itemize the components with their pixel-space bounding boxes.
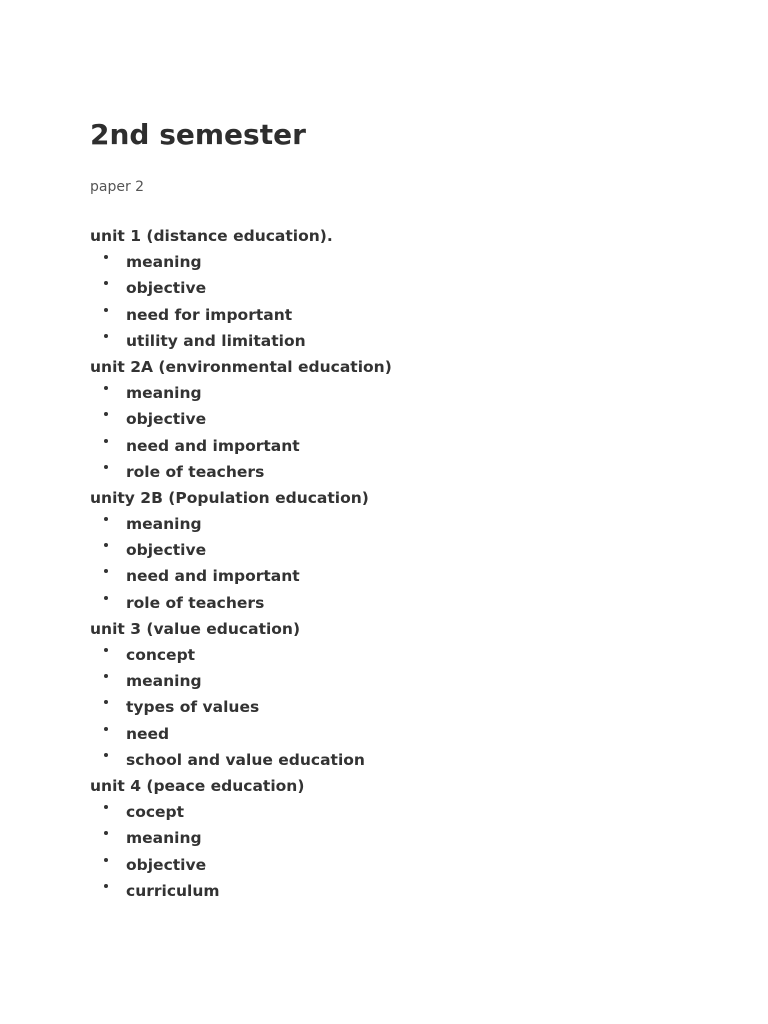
unit-topic-list bbox=[90, 799, 392, 904]
bullet-icon bbox=[104, 831, 108, 835]
list-item bbox=[90, 537, 392, 563]
bullet-icon bbox=[104, 255, 108, 259]
bullet-icon bbox=[104, 648, 108, 652]
unit-heading: unit 3 (value education) bbox=[90, 619, 301, 638]
bullet-icon bbox=[104, 884, 108, 888]
unit-section bbox=[90, 354, 392, 485]
list-item-label: meaning bbox=[126, 253, 202, 272]
list-item bbox=[90, 275, 392, 301]
list-item bbox=[90, 249, 392, 275]
bullet-icon bbox=[104, 386, 108, 390]
list-item-label: need bbox=[126, 724, 170, 743]
list-item-label: meaning bbox=[126, 384, 202, 403]
page-subtitle: paper 2 bbox=[90, 179, 145, 195]
bullet-icon bbox=[104, 465, 108, 469]
list-item-label: objective bbox=[126, 279, 207, 298]
list-item-label: objective bbox=[126, 410, 207, 429]
bullet-icon bbox=[104, 308, 108, 312]
list-item bbox=[90, 459, 392, 485]
unit-section bbox=[90, 223, 392, 354]
unit-topic-list bbox=[90, 380, 392, 485]
list-item-label: utility and limitation bbox=[126, 331, 306, 350]
bullet-icon bbox=[104, 753, 108, 757]
bullet-icon bbox=[104, 412, 108, 416]
list-item-label: curriculum bbox=[126, 881, 220, 900]
bullet-icon bbox=[104, 569, 108, 573]
list-item bbox=[90, 694, 392, 720]
list-item bbox=[90, 380, 392, 406]
unit-section bbox=[90, 485, 392, 616]
bullet-icon bbox=[104, 858, 108, 862]
bullet-icon bbox=[104, 727, 108, 731]
list-item bbox=[90, 511, 392, 537]
unit-topic-list bbox=[90, 642, 392, 773]
list-item bbox=[90, 668, 392, 694]
list-item-label: meaning bbox=[126, 515, 202, 534]
list-item-label: role of teachers bbox=[126, 593, 265, 612]
list-item bbox=[90, 328, 392, 354]
list-item bbox=[90, 302, 392, 328]
bullet-icon bbox=[104, 805, 108, 809]
unit-list bbox=[90, 223, 392, 904]
bullet-icon bbox=[104, 517, 108, 521]
list-item-label: need for important bbox=[126, 305, 293, 324]
list-item-label: objective bbox=[126, 541, 207, 560]
list-item-label: need and important bbox=[126, 567, 300, 586]
list-item bbox=[90, 590, 392, 616]
list-item bbox=[90, 799, 392, 825]
unit-topic-list bbox=[90, 249, 392, 354]
unit-heading: unit 4 (peace education) bbox=[90, 776, 305, 795]
bullet-icon bbox=[104, 281, 108, 285]
list-item bbox=[90, 825, 392, 851]
list-item-label: need and important bbox=[126, 436, 300, 455]
list-item bbox=[90, 852, 392, 878]
bullet-icon bbox=[104, 700, 108, 704]
unit-section bbox=[90, 773, 392, 904]
list-item-label: types of values bbox=[126, 698, 260, 717]
list-item bbox=[90, 642, 392, 668]
list-item-label: objective bbox=[126, 855, 207, 874]
list-item bbox=[90, 433, 392, 459]
bullet-icon bbox=[104, 596, 108, 600]
list-item bbox=[90, 563, 392, 589]
list-item bbox=[90, 721, 392, 747]
unit-heading: unit 2A (environmental education) bbox=[90, 357, 392, 376]
list-item-label: meaning bbox=[126, 672, 202, 691]
bullet-icon bbox=[104, 439, 108, 443]
page-title: 2nd semester bbox=[90, 118, 306, 151]
unit-topic-list bbox=[90, 511, 392, 616]
bullet-icon bbox=[104, 674, 108, 678]
bullet-icon bbox=[104, 334, 108, 338]
unit-section bbox=[90, 616, 392, 773]
bullet-icon bbox=[104, 543, 108, 547]
list-item-label: role of teachers bbox=[126, 462, 265, 481]
list-item-label: cocept bbox=[126, 803, 185, 822]
list-item bbox=[90, 747, 392, 773]
list-item-label: school and value education bbox=[126, 750, 365, 769]
list-item-label: concept bbox=[126, 646, 196, 664]
list-item bbox=[90, 878, 392, 904]
list-item bbox=[90, 406, 392, 432]
unit-heading: unity 2B (Population education) bbox=[90, 488, 369, 507]
unit-heading: unit 1 (distance education). bbox=[90, 227, 333, 245]
list-item-label: meaning bbox=[126, 829, 202, 848]
